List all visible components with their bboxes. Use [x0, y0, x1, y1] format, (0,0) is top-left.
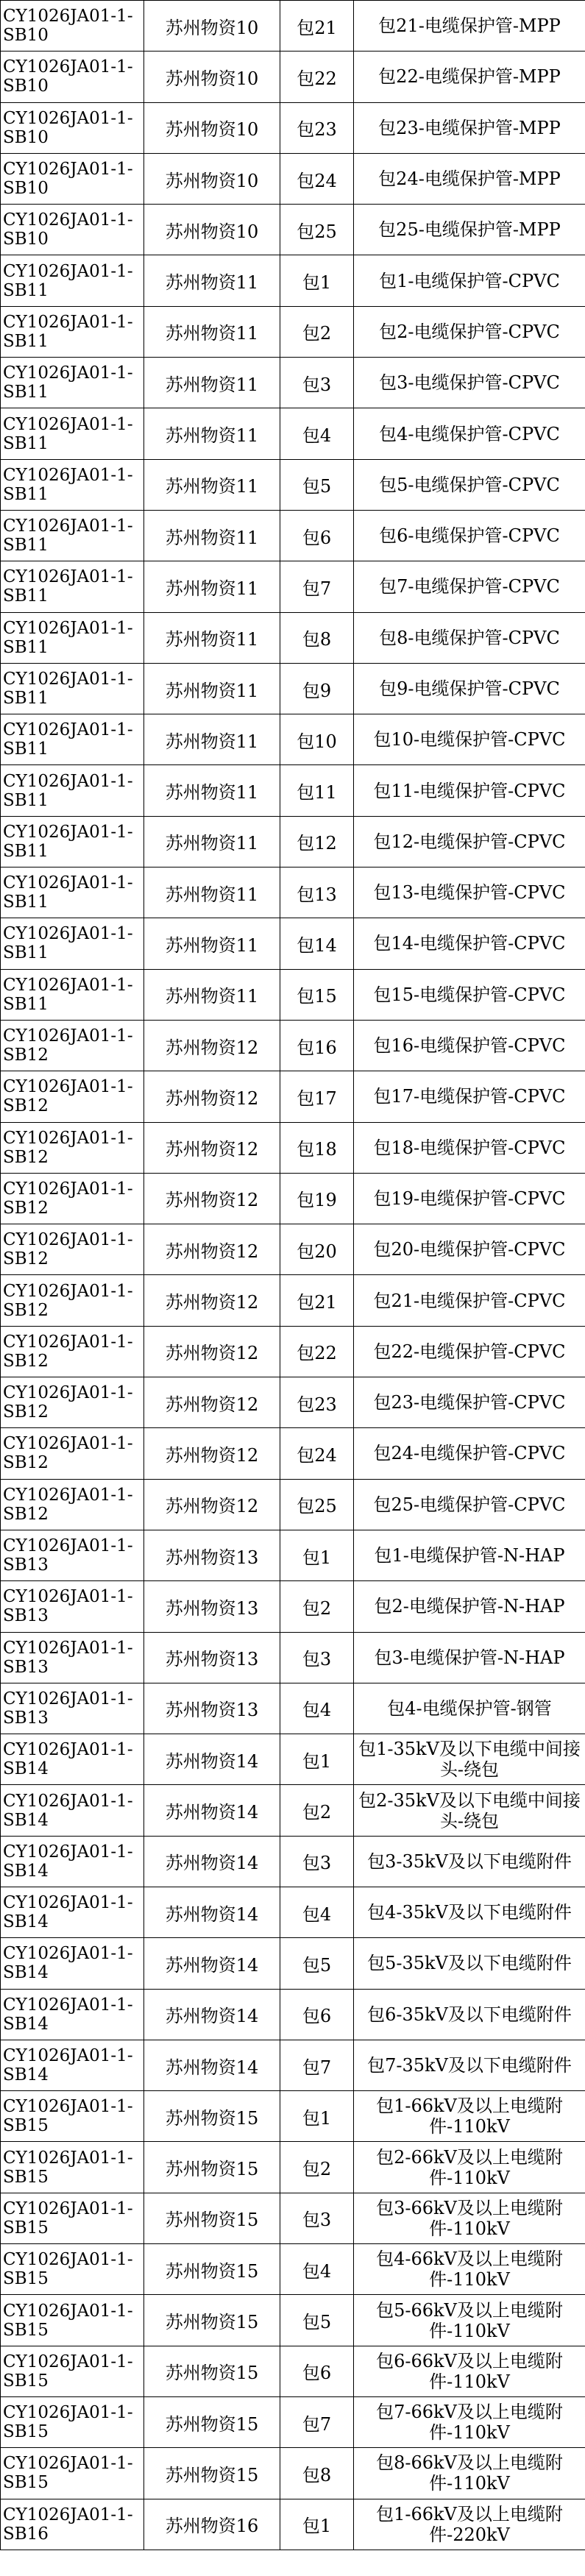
table-row: [1, 918, 585, 969]
project-code-cell: CY1026JA01-1-SB14: [1, 1785, 144, 1836]
project-code-cell: CY1026JA01-1-SB12: [1, 1479, 144, 1530]
supplier-cell: 苏州物资15: [144, 2346, 280, 2396]
table-row: [1, 408, 585, 459]
table-row: [1, 969, 585, 1020]
package-number-cell: 包1: [280, 1530, 354, 1580]
table-row: [1, 1071, 585, 1122]
package-number-cell: 包3: [280, 1632, 354, 1683]
package-name-cell: 包25-电缆保护管-MPP: [354, 205, 585, 255]
package-number-cell: 包23: [280, 1377, 354, 1428]
package-name-cell: 包1-66kV及以上电缆附件-110kV: [354, 2091, 585, 2142]
supplier-cell: 苏州物资11: [144, 255, 280, 306]
supplier-cell: 苏州物资15: [144, 2396, 280, 2447]
package-number-cell: 包19: [280, 1173, 354, 1224]
table-row: [1, 2244, 585, 2295]
supplier-cell: 苏州物资15: [144, 2193, 280, 2243]
package-name-cell: 包14-电缆保护管-CPVC: [354, 918, 585, 969]
package-number-cell: 包23: [280, 102, 354, 153]
project-code-cell: CY1026JA01-1-SB12: [1, 1428, 144, 1479]
table-row: [1, 358, 585, 408]
table-row: [1, 255, 585, 306]
supplier-cell: 苏州物资11: [144, 969, 280, 1020]
table-row: [1, 1887, 585, 1937]
project-code-cell: CY1026JA01-1-SB14: [1, 2040, 144, 2090]
project-code-cell: CY1026JA01-1-SB11: [1, 510, 144, 561]
package-name-cell: 包1-66kV及以上电缆附件-220kV: [354, 2499, 585, 2550]
package-name-cell: 包7-电缆保护管-CPVC: [354, 561, 585, 612]
package-name-cell: 包7-35kV及以下电缆附件: [354, 2040, 585, 2090]
package-name-cell: 包23-电缆保护管-MPP: [354, 102, 585, 153]
project-code-cell: CY1026JA01-1-SB15: [1, 2142, 144, 2193]
supplier-cell: 苏州物资12: [144, 1020, 280, 1071]
supplier-cell: 苏州物资14: [144, 1887, 280, 1937]
package-name-cell: 包2-35kV及以下电缆中间接头-绕包: [354, 1785, 585, 1836]
table-row: [1, 205, 585, 255]
package-number-cell: 包15: [280, 969, 354, 1020]
package-number-cell: 包9: [280, 663, 354, 714]
table-row: [1, 1683, 585, 1734]
package-name-cell: 包3-电缆保护管-N-HAP: [354, 1632, 585, 1683]
table-row: [1, 765, 585, 816]
package-name-cell: 包6-66kV及以上电缆附件-110kV: [354, 2346, 585, 2396]
package-name-cell: 包23-电缆保护管-CPVC: [354, 1377, 585, 1428]
package-name-cell: 包4-电缆保护管-CPVC: [354, 408, 585, 459]
package-name-cell: 包4-66kV及以上电缆附件-110kV: [354, 2244, 585, 2295]
supplier-cell: 苏州物资10: [144, 102, 280, 153]
project-code-cell: CY1026JA01-1-SB11: [1, 816, 144, 867]
package-number-cell: 包2: [280, 1785, 354, 1836]
table-row: [1, 2040, 585, 2090]
project-code-cell: CY1026JA01-1-SB14: [1, 1887, 144, 1937]
project-code-cell: CY1026JA01-1-SB16: [1, 2499, 144, 2550]
project-code-cell: CY1026JA01-1-SB12: [1, 1020, 144, 1071]
supplier-cell: 苏州物资12: [144, 1326, 280, 1377]
package-number-cell: 包25: [280, 205, 354, 255]
package-name-cell: 包11-电缆保护管-CPVC: [354, 765, 585, 816]
package-number-cell: 包6: [280, 1989, 354, 2040]
package-number-cell: 包8: [280, 612, 354, 663]
package-name-cell: 包1-电缆保护管-CPVC: [354, 255, 585, 306]
supplier-cell: 苏州物资11: [144, 918, 280, 969]
table-row: [1, 1785, 585, 1836]
package-number-cell: 包3: [280, 1836, 354, 1887]
package-name-cell: 包20-电缆保护管-CPVC: [354, 1224, 585, 1275]
project-code-cell: CY1026JA01-1-SB11: [1, 663, 144, 714]
package-number-cell: 包2: [280, 306, 354, 357]
project-code-cell: CY1026JA01-1-SB11: [1, 867, 144, 918]
package-number-cell: 包12: [280, 816, 354, 867]
package-name-cell: 包9-电缆保护管-CPVC: [354, 663, 585, 714]
package-number-cell: 包13: [280, 867, 354, 918]
supplier-cell: 苏州物资14: [144, 1989, 280, 2040]
project-code-cell: CY1026JA01-1-SB11: [1, 612, 144, 663]
table-row: [1, 459, 585, 510]
package-number-cell: 包6: [280, 2346, 354, 2396]
project-code-cell: CY1026JA01-1-SB15: [1, 2396, 144, 2447]
supplier-cell: 苏州物资13: [144, 1683, 280, 1734]
table-row: [1, 2091, 585, 2142]
package-name-cell: 包25-电缆保护管-CPVC: [354, 1479, 585, 1530]
project-code-cell: CY1026JA01-1-SB14: [1, 1938, 144, 1989]
package-number-cell: 包16: [280, 1020, 354, 1071]
project-code-cell: CY1026JA01-1-SB14: [1, 1734, 144, 1785]
package-name-cell: 包7-66kV及以上电缆附件-110kV: [354, 2396, 585, 2447]
package-name-cell: 包5-66kV及以上电缆附件-110kV: [354, 2295, 585, 2346]
package-number-cell: 包24: [280, 153, 354, 204]
project-code-cell: CY1026JA01-1-SB15: [1, 2295, 144, 2346]
project-code-cell: CY1026JA01-1-SB15: [1, 2346, 144, 2396]
table-row: [1, 1122, 585, 1173]
supplier-cell: 苏州物资11: [144, 510, 280, 561]
project-code-cell: CY1026JA01-1-SB13: [1, 1632, 144, 1683]
project-code-cell: CY1026JA01-1-SB12: [1, 1326, 144, 1377]
supplier-cell: 苏州物资11: [144, 816, 280, 867]
supplier-cell: 苏州物资12: [144, 1479, 280, 1530]
project-code-cell: CY1026JA01-1-SB13: [1, 1530, 144, 1580]
supplier-cell: 苏州物资11: [144, 867, 280, 918]
project-code-cell: CY1026JA01-1-SB11: [1, 358, 144, 408]
package-number-cell: 包5: [280, 2295, 354, 2346]
project-code-cell: CY1026JA01-1-SB15: [1, 2091, 144, 2142]
package-number-cell: 包8: [280, 2448, 354, 2499]
project-code-cell: CY1026JA01-1-SB12: [1, 1173, 144, 1224]
supplier-cell: 苏州物资14: [144, 1734, 280, 1785]
supplier-cell: 苏州物资13: [144, 1530, 280, 1580]
package-name-cell: 包3-66kV及以上电缆附件-110kV: [354, 2193, 585, 2243]
package-number-cell: 包1: [280, 255, 354, 306]
supplier-cell: 苏州物资11: [144, 663, 280, 714]
project-code-cell: CY1026JA01-1-SB11: [1, 459, 144, 510]
table-row: [1, 1173, 585, 1224]
supplier-cell: 苏州物资14: [144, 1938, 280, 1989]
package-number-cell: 包14: [280, 918, 354, 969]
package-number-cell: 包5: [280, 459, 354, 510]
supplier-cell: 苏州物资14: [144, 1785, 280, 1836]
package-name-cell: 包22-电缆保护管-MPP: [354, 52, 585, 102]
package-number-cell: 包1: [280, 2499, 354, 2550]
package-number-cell: 包22: [280, 52, 354, 102]
project-code-cell: CY1026JA01-1-SB11: [1, 306, 144, 357]
package-number-cell: 包2: [280, 2142, 354, 2193]
package-number-cell: 包10: [280, 714, 354, 765]
project-code-cell: CY1026JA01-1-SB12: [1, 1071, 144, 1122]
project-code-cell: CY1026JA01-1-SB11: [1, 561, 144, 612]
package-number-cell: 包3: [280, 358, 354, 408]
table-row: [1, 2499, 585, 2550]
project-code-cell: CY1026JA01-1-SB10: [1, 102, 144, 153]
supplier-cell: 苏州物资12: [144, 1224, 280, 1275]
package-name-cell: 包17-电缆保护管-CPVC: [354, 1071, 585, 1122]
table-row: [1, 612, 585, 663]
project-code-cell: CY1026JA01-1-SB15: [1, 2244, 144, 2295]
package-name-cell: 包21-电缆保护管-CPVC: [354, 1275, 585, 1326]
project-code-cell: CY1026JA01-1-SB12: [1, 1377, 144, 1428]
package-number-cell: 包24: [280, 1428, 354, 1479]
table-row: [1, 867, 585, 918]
table-row: [1, 153, 585, 204]
supplier-cell: 苏州物资15: [144, 2091, 280, 2142]
project-code-cell: CY1026JA01-1-SB15: [1, 2448, 144, 2499]
package-number-cell: 包6: [280, 510, 354, 561]
supplier-cell: 苏州物资12: [144, 1071, 280, 1122]
table-row: [1, 1479, 585, 1530]
table-row: [1, 2142, 585, 2193]
package-name-cell: 包6-35kV及以下电缆附件: [354, 1989, 585, 2040]
project-code-cell: CY1026JA01-1-SB11: [1, 714, 144, 765]
package-name-cell: 包1-电缆保护管-N-HAP: [354, 1530, 585, 1580]
package-number-cell: 包5: [280, 1938, 354, 1989]
package-name-cell: 包24-电缆保护管-MPP: [354, 153, 585, 204]
package-name-cell: 包2-电缆保护管-N-HAP: [354, 1581, 585, 1632]
table-row: [1, 1734, 585, 1785]
supplier-cell: 苏州物资14: [144, 2040, 280, 2090]
project-code-cell: CY1026JA01-1-SB12: [1, 1275, 144, 1326]
supplier-cell: 苏州物资12: [144, 1122, 280, 1173]
package-number-cell: 包4: [280, 2244, 354, 2295]
supplier-cell: 苏州物资14: [144, 1836, 280, 1887]
supplier-cell: 苏州物资10: [144, 205, 280, 255]
project-code-cell: CY1026JA01-1-SB11: [1, 969, 144, 1020]
package-name-cell: 包8-66kV及以上电缆附件-110kV: [354, 2448, 585, 2499]
supplier-cell: 苏州物资11: [144, 714, 280, 765]
table-row: [1, 510, 585, 561]
package-name-cell: 包3-电缆保护管-CPVC: [354, 358, 585, 408]
table-row: [1, 1989, 585, 2040]
supplier-cell: 苏州物资15: [144, 2244, 280, 2295]
package-name-cell: 包2-电缆保护管-CPVC: [354, 306, 585, 357]
table-row: [1, 1836, 585, 1887]
package-number-cell: 包11: [280, 765, 354, 816]
package-number-cell: 包7: [280, 561, 354, 612]
package-name-cell: 包4-35kV及以下电缆附件: [354, 1887, 585, 1937]
table-row: [1, 1377, 585, 1428]
package-name-cell: 包19-电缆保护管-CPVC: [354, 1173, 585, 1224]
package-number-cell: 包21: [280, 1, 354, 52]
table-row: [1, 816, 585, 867]
package-number-cell: 包1: [280, 1734, 354, 1785]
supplier-cell: 苏州物资12: [144, 1173, 280, 1224]
supplier-cell: 苏州物资11: [144, 612, 280, 663]
supplier-cell: 苏州物资12: [144, 1377, 280, 1428]
project-code-cell: CY1026JA01-1-SB15: [1, 2193, 144, 2243]
project-code-cell: CY1026JA01-1-SB11: [1, 918, 144, 969]
table-row: [1, 2448, 585, 2499]
table-row: [1, 306, 585, 357]
table-row: [1, 1275, 585, 1326]
package-name-cell: 包22-电缆保护管-CPVC: [354, 1326, 585, 1377]
table-row: [1, 52, 585, 102]
package-name-cell: 包24-电缆保护管-CPVC: [354, 1428, 585, 1479]
package-name-cell: 包8-电缆保护管-CPVC: [354, 612, 585, 663]
package-number-cell: 包4: [280, 1683, 354, 1734]
table-row: [1, 1581, 585, 1632]
supplier-cell: 苏州物资10: [144, 153, 280, 204]
package-name-cell: 包15-电缆保护管-CPVC: [354, 969, 585, 1020]
table-row: [1, 1326, 585, 1377]
package-number-cell: 包4: [280, 408, 354, 459]
supplier-cell: 苏州物资10: [144, 1, 280, 52]
table-row: [1, 102, 585, 153]
package-number-cell: 包1: [280, 2091, 354, 2142]
supplier-cell: 苏州物资11: [144, 306, 280, 357]
table-row: [1, 1428, 585, 1479]
project-code-cell: CY1026JA01-1-SB12: [1, 1122, 144, 1173]
project-code-cell: CY1026JA01-1-SB10: [1, 153, 144, 204]
table-row: [1, 1938, 585, 1989]
supplier-cell: 苏州物资11: [144, 561, 280, 612]
package-name-cell: 包2-66kV及以上电缆附件-110kV: [354, 2142, 585, 2193]
project-code-cell: CY1026JA01-1-SB12: [1, 1224, 144, 1275]
project-code-cell: CY1026JA01-1-SB11: [1, 255, 144, 306]
project-code-cell: CY1026JA01-1-SB14: [1, 1836, 144, 1887]
project-code-cell: CY1026JA01-1-SB10: [1, 52, 144, 102]
package-name-cell: 包18-电缆保护管-CPVC: [354, 1122, 585, 1173]
supplier-cell: 苏州物资15: [144, 2448, 280, 2499]
package-number-cell: 包18: [280, 1122, 354, 1173]
supplier-cell: 苏州物资11: [144, 358, 280, 408]
table-row: [1, 663, 585, 714]
supplier-cell: 苏州物资12: [144, 1428, 280, 1479]
table-row: [1, 1530, 585, 1580]
project-code-cell: CY1026JA01-1-SB13: [1, 1683, 144, 1734]
package-number-cell: 包20: [280, 1224, 354, 1275]
table-row: [1, 561, 585, 612]
package-name-cell: 包5-电缆保护管-CPVC: [354, 459, 585, 510]
package-name-cell: 包3-35kV及以下电缆附件: [354, 1836, 585, 1887]
supplier-cell: 苏州物资15: [144, 2295, 280, 2346]
package-number-cell: 包25: [280, 1479, 354, 1530]
supplier-cell: 苏州物资15: [144, 2142, 280, 2193]
table-body: [1, 1, 585, 2550]
table-row: [1, 714, 585, 765]
package-number-cell: 包2: [280, 1581, 354, 1632]
supplier-cell: 苏州物资10: [144, 52, 280, 102]
table-row: [1, 2295, 585, 2346]
table-row: [1, 1224, 585, 1275]
package-name-cell: 包6-电缆保护管-CPVC: [354, 510, 585, 561]
package-number-cell: 包3: [280, 2193, 354, 2243]
table-row: [1, 2193, 585, 2243]
package-name-cell: 包10-电缆保护管-CPVC: [354, 714, 585, 765]
package-name-cell: 包5-35kV及以下电缆附件: [354, 1938, 585, 1989]
package-number-cell: 包22: [280, 1326, 354, 1377]
package-name-cell: 包4-电缆保护管-钢管: [354, 1683, 585, 1734]
project-code-cell: CY1026JA01-1-SB14: [1, 1989, 144, 2040]
supplier-cell: 苏州物资16: [144, 2499, 280, 2550]
supplier-cell: 苏州物资13: [144, 1581, 280, 1632]
package-number-cell: 包7: [280, 2040, 354, 2090]
table-row: [1, 1632, 585, 1683]
table-row: [1, 1, 585, 52]
package-name-cell: 包21-电缆保护管-MPP: [354, 1, 585, 52]
project-code-cell: CY1026JA01-1-SB11: [1, 765, 144, 816]
project-code-cell: CY1026JA01-1-SB10: [1, 205, 144, 255]
supplier-cell: 苏州物资13: [144, 1632, 280, 1683]
supplier-cell: 苏州物资12: [144, 1275, 280, 1326]
package-number-cell: 包7: [280, 2396, 354, 2447]
package-name-cell: 包13-电缆保护管-CPVC: [354, 867, 585, 918]
supplier-cell: 苏州物资11: [144, 765, 280, 816]
supplier-cell: 苏州物资11: [144, 408, 280, 459]
project-code-cell: CY1026JA01-1-SB11: [1, 408, 144, 459]
table-row: [1, 2396, 585, 2447]
package-name-cell: 包16-电缆保护管-CPVC: [354, 1020, 585, 1071]
package-name-cell: 包12-电缆保护管-CPVC: [354, 816, 585, 867]
package-number-cell: 包21: [280, 1275, 354, 1326]
table-row: [1, 1020, 585, 1071]
project-code-cell: CY1026JA01-1-SB13: [1, 1581, 144, 1632]
project-code-cell: CY1026JA01-1-SB10: [1, 1, 144, 52]
package-number-cell: 包17: [280, 1071, 354, 1122]
package-name-cell: 包1-35kV及以下电缆中间接头-绕包: [354, 1734, 585, 1785]
package-number-cell: 包4: [280, 1887, 354, 1937]
table-row: [1, 2346, 585, 2396]
supplier-cell: 苏州物资11: [144, 459, 280, 510]
